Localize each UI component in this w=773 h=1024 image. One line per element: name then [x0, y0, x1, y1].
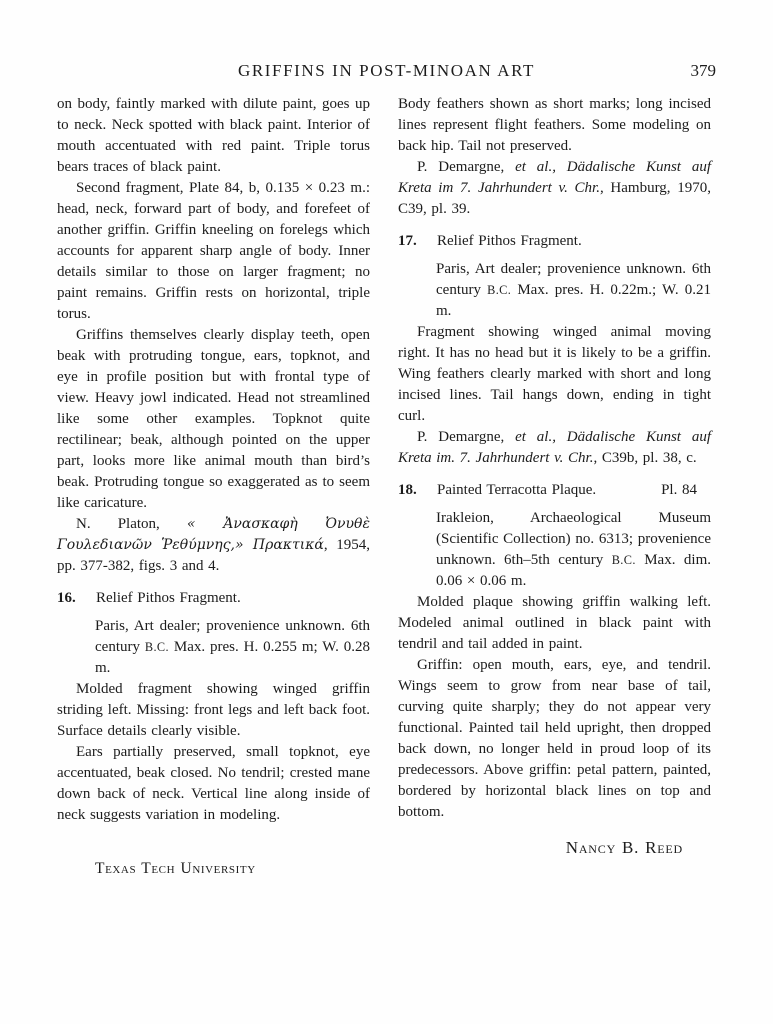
author-affiliation: Texas Tech University: [95, 860, 256, 877]
reference-platon: [57, 514, 370, 577]
entry-17-heading: [398, 231, 711, 252]
entry-16-paragraph: Ears partially preserved, small topknot, eye accentuated, beak closed. No tendril; crested mane down back of neck. Vertical line along inside of neck suggests variation in modeling.: [57, 744, 370, 823]
paragraph-griffins-description: Griffins themselves clearly display teeth, open beak with protruding tongue, ears, topknot, and eye in profile position but with frontal type of view. Heavy jowl indicated. Head not streamlined like some other examples. Topknot quite rectilinear; beak, although pointed on the upper part, looks more like animal mouth than bird’s beak. Protruding tongue so exaggerated as to seem like caricature.: [57, 327, 370, 511]
running-head: [57, 61, 716, 83]
reference-text: P. Demargne,: [417, 159, 516, 175]
greek-quote: « Ἀνασκαφὴ Ὀνυθὲ Γουλεδιανῶν Ῥεθύμνης,»: [57, 516, 370, 553]
entry-16-heading: [57, 588, 370, 609]
entry-title: Relief Pithos Fragment.: [437, 233, 582, 249]
entry-title: Relief Pithos Fragment.: [96, 590, 241, 606]
reference-text: N. Platon,: [76, 516, 187, 532]
reference-text: , 1954, pp. 377-382, figs. 3 and 4.: [57, 537, 370, 574]
entry-18-paragraph: Molded plaque showing griffin walking left. Modeled animal outlined in black paint with tendril and tail added in paint.: [398, 594, 711, 652]
entry-18-heading: [398, 480, 711, 501]
details-text: Max. pres. H. 0.255 m; W. 0.28 m.: [95, 639, 370, 676]
entry-number: 16.: [57, 590, 76, 606]
entry-17-paragraph: Fragment showing winged animal moving right. It has no head but it is likely to be a griffin. Wing feathers clearly marked with short and long incised lines. Tail hangs down, ending in tight curl.: [398, 324, 711, 424]
details-text: Paris, Art dealer; provenience unknown. 6th century: [95, 618, 370, 655]
details-text: Max. dim. 0.06 × 0.06 m.: [436, 552, 711, 589]
reference-demargne: [398, 427, 711, 469]
text-columns: [57, 94, 711, 879]
page-title: GRIFFINS IN POST-MINOAN ART: [237, 61, 536, 80]
right-column: [398, 94, 711, 879]
reference-book-title: et al., Dädalische Kunst auf Kreta im. 7. Jahrhundert v. Chr.: [398, 429, 711, 466]
bc-abbreviation: B.C.: [611, 553, 636, 567]
paragraph-body-continuation: on body, faintly marked with dilute paint, goes up to neck. Neck spotted with black paint. Interior of mouth accentuated with red paint. Triple torus bears traces of black paint.: [57, 96, 370, 175]
plate-reference: Pl. 84: [661, 482, 697, 498]
bc-abbreviation: B.C.: [144, 640, 169, 654]
entry-number: 18.: [398, 482, 417, 498]
reference-text: , C39b, pl. 38, c.: [593, 450, 697, 466]
reference-text: P. Demargne,: [417, 429, 516, 445]
entry-18-details: [436, 508, 711, 592]
page-number: 379: [690, 61, 716, 80]
entry-17-details: [436, 259, 711, 322]
entry-16-paragraph: Molded fragment showing winged griffin striding left. Missing: front legs and left back foot. Surface details clearly visible.: [57, 681, 370, 739]
entry-16-details: [95, 616, 370, 679]
details-text: Max. pres. H. 0.22m.; W. 0.21 m.: [436, 282, 711, 319]
reference-text: , Hamburg, 1970, C39, pl. 39.: [398, 180, 711, 217]
entry-title: Painted Terracotta Plaque.: [437, 482, 597, 498]
author-name: Nancy B. Reed: [565, 838, 683, 857]
reference-demargne: [398, 157, 711, 220]
reference-book-title: et al., Dädalische Kunst auf Kreta im 7. Jahrhundert v. Chr.: [398, 159, 711, 196]
paragraph-body-continuation: Body feathers shown as short marks; long incised lines represent flight feathers. Some modeling on back hip. Tail not preserved.: [398, 96, 711, 154]
paragraph-second-fragment: Second fragment, Plate 84, b, 0.135 × 0.23 m.: head, neck, forward part of body, and forefeet of another griffin. Griffin kneeling on forelegs which accounts for apparent sharp angle of body. Inner details similar to those on larger fragment; no paint remains. Griffin rests on horizontal, triple torus.: [57, 180, 370, 322]
entry-number: 17.: [398, 233, 417, 249]
left-column: [57, 94, 370, 879]
entry-18-paragraph: Griffin: open mouth, ears, eye, and tendril. Wings seem to grow from near base of tail, curving quite sharply; they do not appear very functional. Painted tail held upright, then dropped back down, no longer held in proud loop of its predecessors. Above griffin: petal pattern, painted, bordered by horizontal black lines on top and bottom.: [398, 657, 711, 820]
details-text: Paris, Art dealer; provenience unknown. 6th century: [436, 261, 711, 298]
greek-journal-title: Πρακτικά: [252, 537, 324, 553]
details-text: Irakleion, Archaeological Museum (Scientific Collection) no. 6313; provenience unknown. 6th–5th century: [436, 510, 711, 568]
bc-abbreviation: B.C.: [487, 283, 512, 297]
